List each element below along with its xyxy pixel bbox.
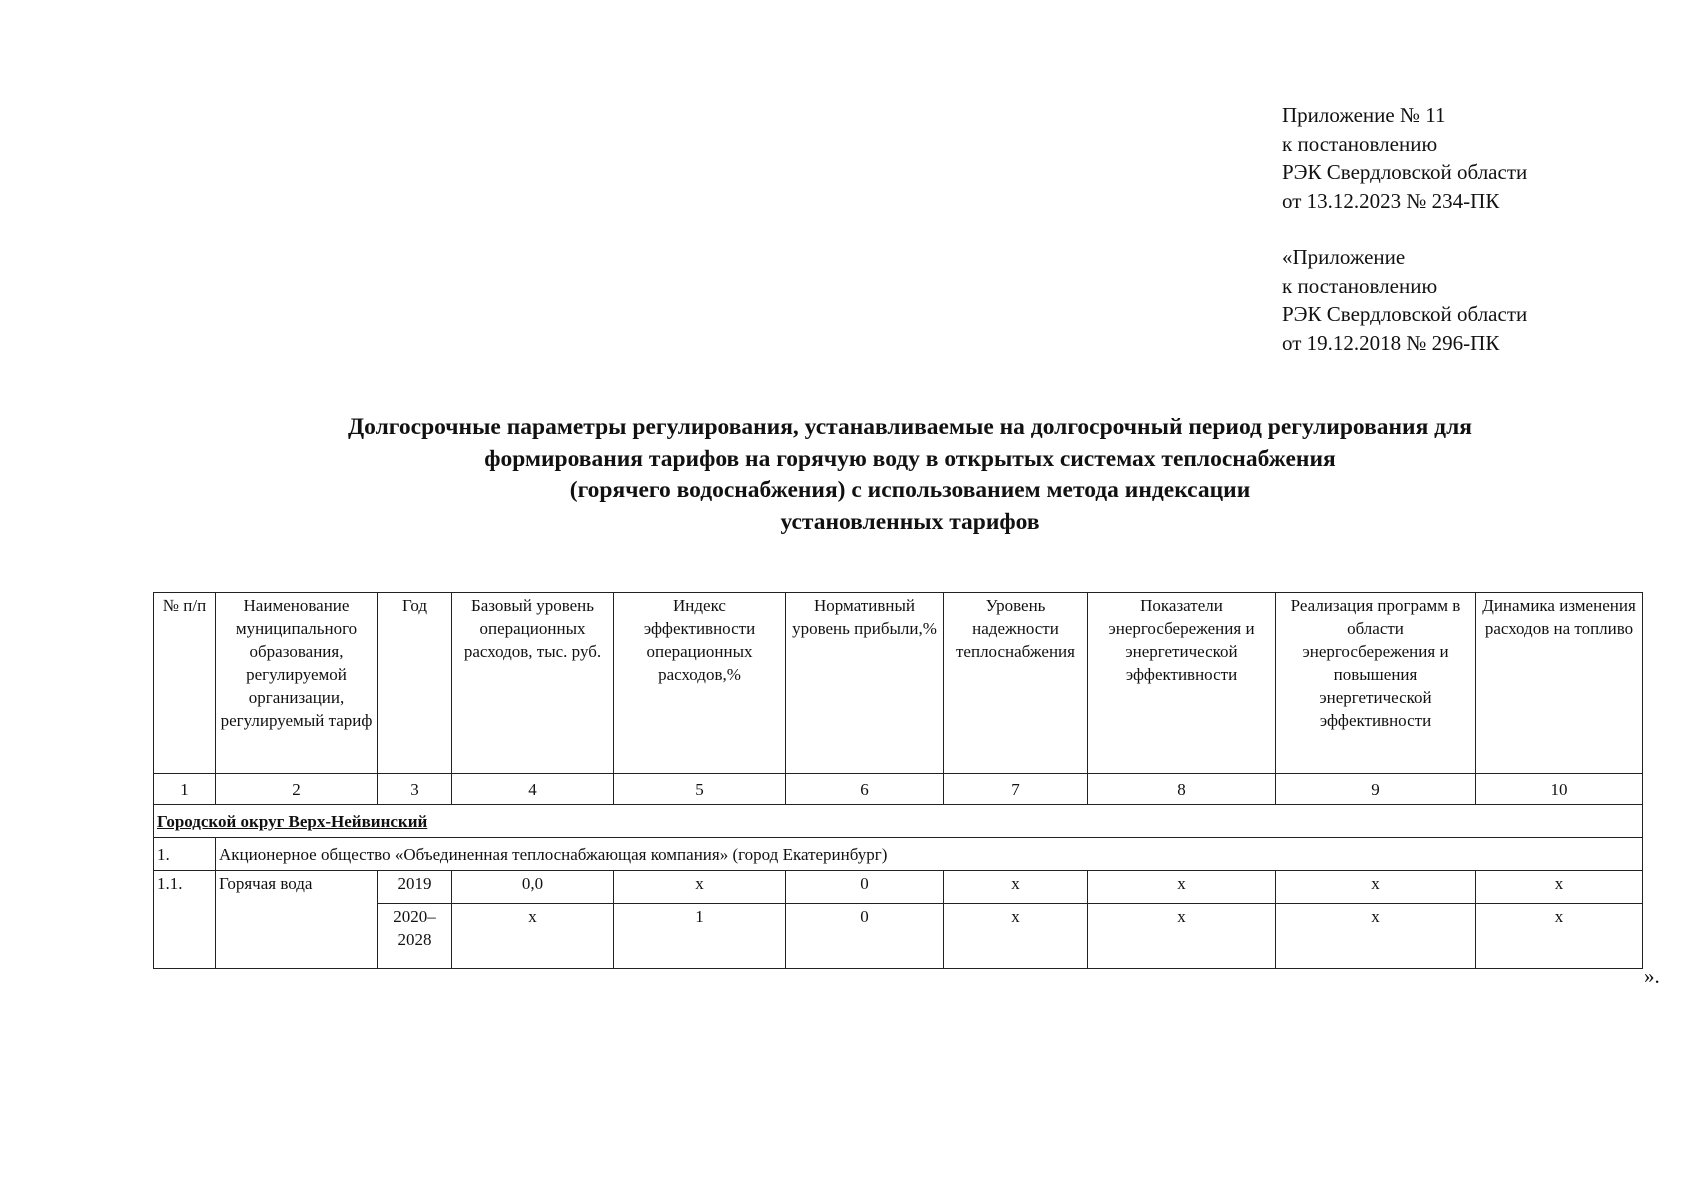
appendix-block <box>1282 101 1527 357</box>
fuel-dynamics-cell: х <box>1476 904 1643 969</box>
appendix-line: РЭК Свердловской области <box>1282 160 1528 184</box>
column-header: № п/п <box>154 593 216 774</box>
column-number-row <box>154 774 1643 805</box>
column-header: Базовый уровень операционных расходов, тыс. руб. <box>452 593 614 774</box>
column-header: Нормативный уровень прибыли,% <box>786 593 944 774</box>
closing-quote: ». <box>1644 964 1660 988</box>
program-cell: х <box>1276 904 1476 969</box>
table-row <box>154 871 1643 904</box>
reliability-cell: х <box>944 904 1088 969</box>
title-line: Долгосрочные параметры регулирования, устанавливаемые на долгосрочный период регулирования для <box>348 414 1472 440</box>
column-header: Реализация программ в области энергосбережения и повышения энергетической эффективности <box>1276 593 1476 774</box>
year-cell: 2020–2028 <box>378 904 452 969</box>
efficiency-index-cell: 1 <box>614 904 786 969</box>
district-name: Городской округ Верх-Нейвинский <box>157 811 428 831</box>
district-cell <box>154 805 1643 838</box>
document-title <box>200 412 1620 538</box>
organization-number: 1. <box>154 838 216 871</box>
column-number: 1 <box>154 774 216 805</box>
column-number: 2 <box>216 774 378 805</box>
organization-name: Акционерное общество «Объединенная теплоснабжающая компания» (город Екатеринбург) <box>216 838 1643 871</box>
column-number: 4 <box>452 774 614 805</box>
title-line: установленных тарифов <box>780 508 1040 535</box>
appendix-line: от 13.12.2023 № 234-ПК <box>1282 188 1500 213</box>
item-name: Горячая вода <box>216 871 378 969</box>
fuel-dynamics-cell: х <box>1476 871 1643 904</box>
appendix-line: к постановлению <box>1282 273 1438 298</box>
organization-row <box>154 838 1643 871</box>
title-line: формирования тарифов на горячую воду в открытых системах теплоснабжения <box>484 445 1336 472</box>
column-number: 9 <box>1276 774 1476 805</box>
title-line: (горячего водоснабжения) с использованием метода индексации <box>569 477 1251 503</box>
column-number: 7 <box>944 774 1088 805</box>
district-row <box>154 805 1643 838</box>
base-opex-cell: 0,0 <box>452 871 614 904</box>
column-number: 5 <box>614 774 786 805</box>
reliability-cell: х <box>944 871 1088 904</box>
base-opex-cell: х <box>452 904 614 969</box>
column-header: Индекс эффективности операционных расходов,% <box>614 593 786 774</box>
appendix-line: Приложение № 11 <box>1282 103 1446 127</box>
column-header: Показатели энергосбережения и энергетической эффективности <box>1088 593 1276 774</box>
column-number: 8 <box>1088 774 1276 805</box>
header-row <box>154 593 1643 774</box>
column-header: Уровень надежности теплоснабжения <box>944 593 1088 774</box>
year-cell: 2019 <box>378 871 452 904</box>
table-row <box>154 904 1643 969</box>
parameters-table <box>153 592 1643 969</box>
appendix-line: РЭК Свердловской области <box>1282 302 1528 326</box>
profit-level-cell: 0 <box>786 871 944 904</box>
column-header: Динамика изменения расходов на топливо <box>1476 593 1643 774</box>
energy-saving-cell: х <box>1088 904 1276 969</box>
energy-saving-cell: х <box>1088 871 1276 904</box>
program-cell: х <box>1276 871 1476 904</box>
column-number: 6 <box>786 774 944 805</box>
appendix-line: «Приложение <box>1282 245 1406 269</box>
column-number: 3 <box>378 774 452 805</box>
efficiency-index-cell: х <box>614 871 786 904</box>
appendix-line: к постановлению <box>1282 131 1438 156</box>
profit-level-cell: 0 <box>786 904 944 969</box>
appendix-line: от 19.12.2018 № 296-ПК <box>1282 330 1500 355</box>
item-number: 1.1. <box>154 871 216 969</box>
column-header: Год <box>378 593 452 774</box>
column-number: 10 <box>1476 774 1643 805</box>
column-header: Наименование муниципального образования, регулируемой организации, регулируемый тариф <box>216 593 378 774</box>
